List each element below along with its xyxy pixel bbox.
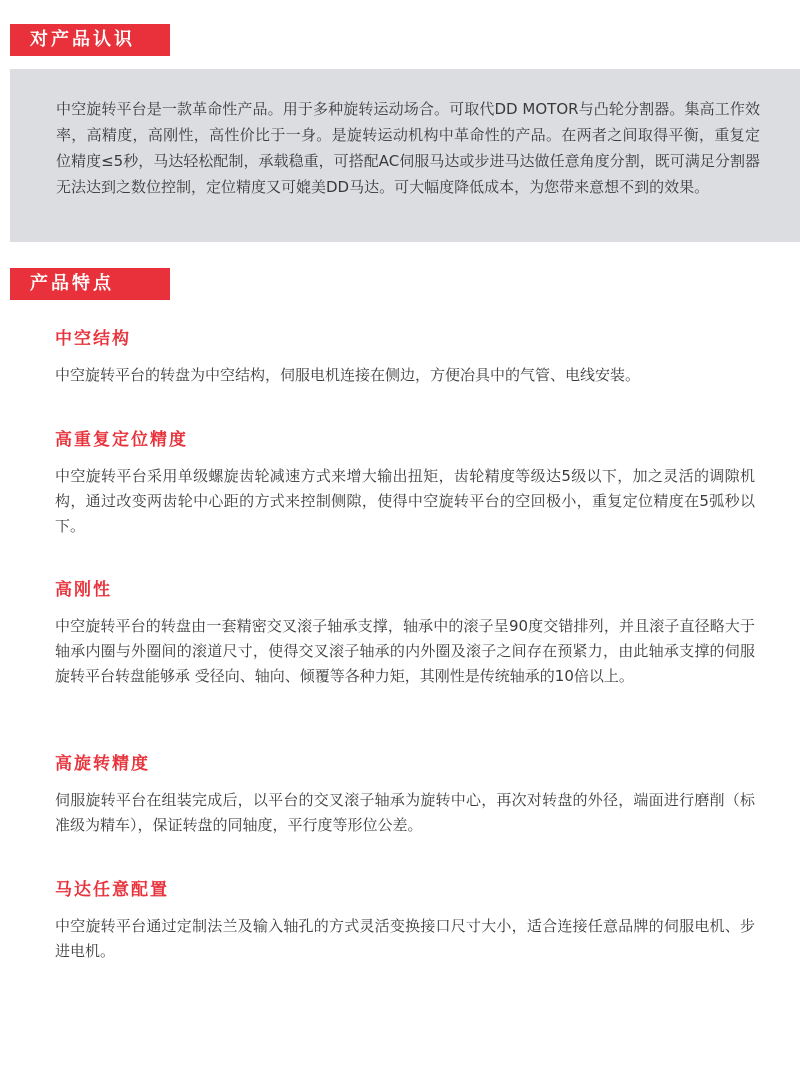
feature-description: 中空旋转平台通过定制法兰及输入轴孔的方式灵活变换接口尺寸大小，适合连接任意品牌的伺服电机、步进电机。 — [55, 917, 755, 960]
feature-title: 马达任意配置 — [55, 880, 169, 900]
section-heading-product-intro: 对产品认识 — [10, 24, 170, 56]
feature-title: 中空结构 — [55, 329, 131, 349]
feature-hollow-structure — [55, 327, 755, 388]
feature-motor-configuration — [55, 878, 755, 964]
feature-repeat-positioning-accuracy — [55, 428, 755, 539]
intro-paragraph: 中空旋转平台是一款革命性产品。用于多种旋转运动场合。可取代DD MOTOR与凸轮分割器。集高工作效率，高精度，高刚性，高性价比于一身。是旋转运动机构中革命性的产品。在两者之间取得平衡，重复定位精度≤5秒，马达轻松配制，承载稳重，可搭配AC伺服马达或步进马达做任意角度分割，既可满足分割器无法达到之数位控制，定位精度又可媲美DD马达。可大幅度降低成本，为您带来意想不到的效果。 — [56, 100, 760, 196]
feature-title: 高旋转精度 — [55, 754, 150, 774]
feature-high-rigidity — [55, 578, 755, 689]
feature-description: 中空旋转平台采用单级螺旋齿轮减速方式来增大输出扭矩，齿轮精度等级达5级以下，加之灵活的调隙机构，通过改变两齿轮中心距的方式来控制侧隙，使得中空旋转平台的空回极小，重复定位精度在5弧秒以下。 — [55, 467, 755, 535]
feature-description: 中空旋转平台的转盘为中空结构，伺服电机连接在侧边，方便冶具中的气管、电线安装。 — [55, 366, 641, 384]
section-heading-product-features: 产品特点 — [10, 268, 170, 300]
feature-title: 高刚性 — [55, 580, 112, 600]
feature-description: 伺服旋转平台在组装完成后，以平台的交叉滚子轴承为旋转中心，再次对转盘的外径，端面进行磨削（标准级为精车），保证转盘的同轴度，平行度等形位公差。 — [55, 791, 755, 834]
feature-title: 高重复定位精度 — [55, 430, 188, 450]
feature-rotation-accuracy — [55, 752, 755, 838]
feature-description: 中空旋转平台的转盘由一套精密交叉滚子轴承支撑，轴承中的滚子呈90度交错排列，并且滚子直径略大于轴承内圈与外圈间的滚道尺寸，使得交叉滚子轴承的内外圈及滚子之间存在预紧力，由此轴承支撑的伺服旋转平台转盘能够承 受径向、轴向、倾覆等各种力矩，其刚性是传统轴承的10倍以上。 — [55, 617, 755, 685]
